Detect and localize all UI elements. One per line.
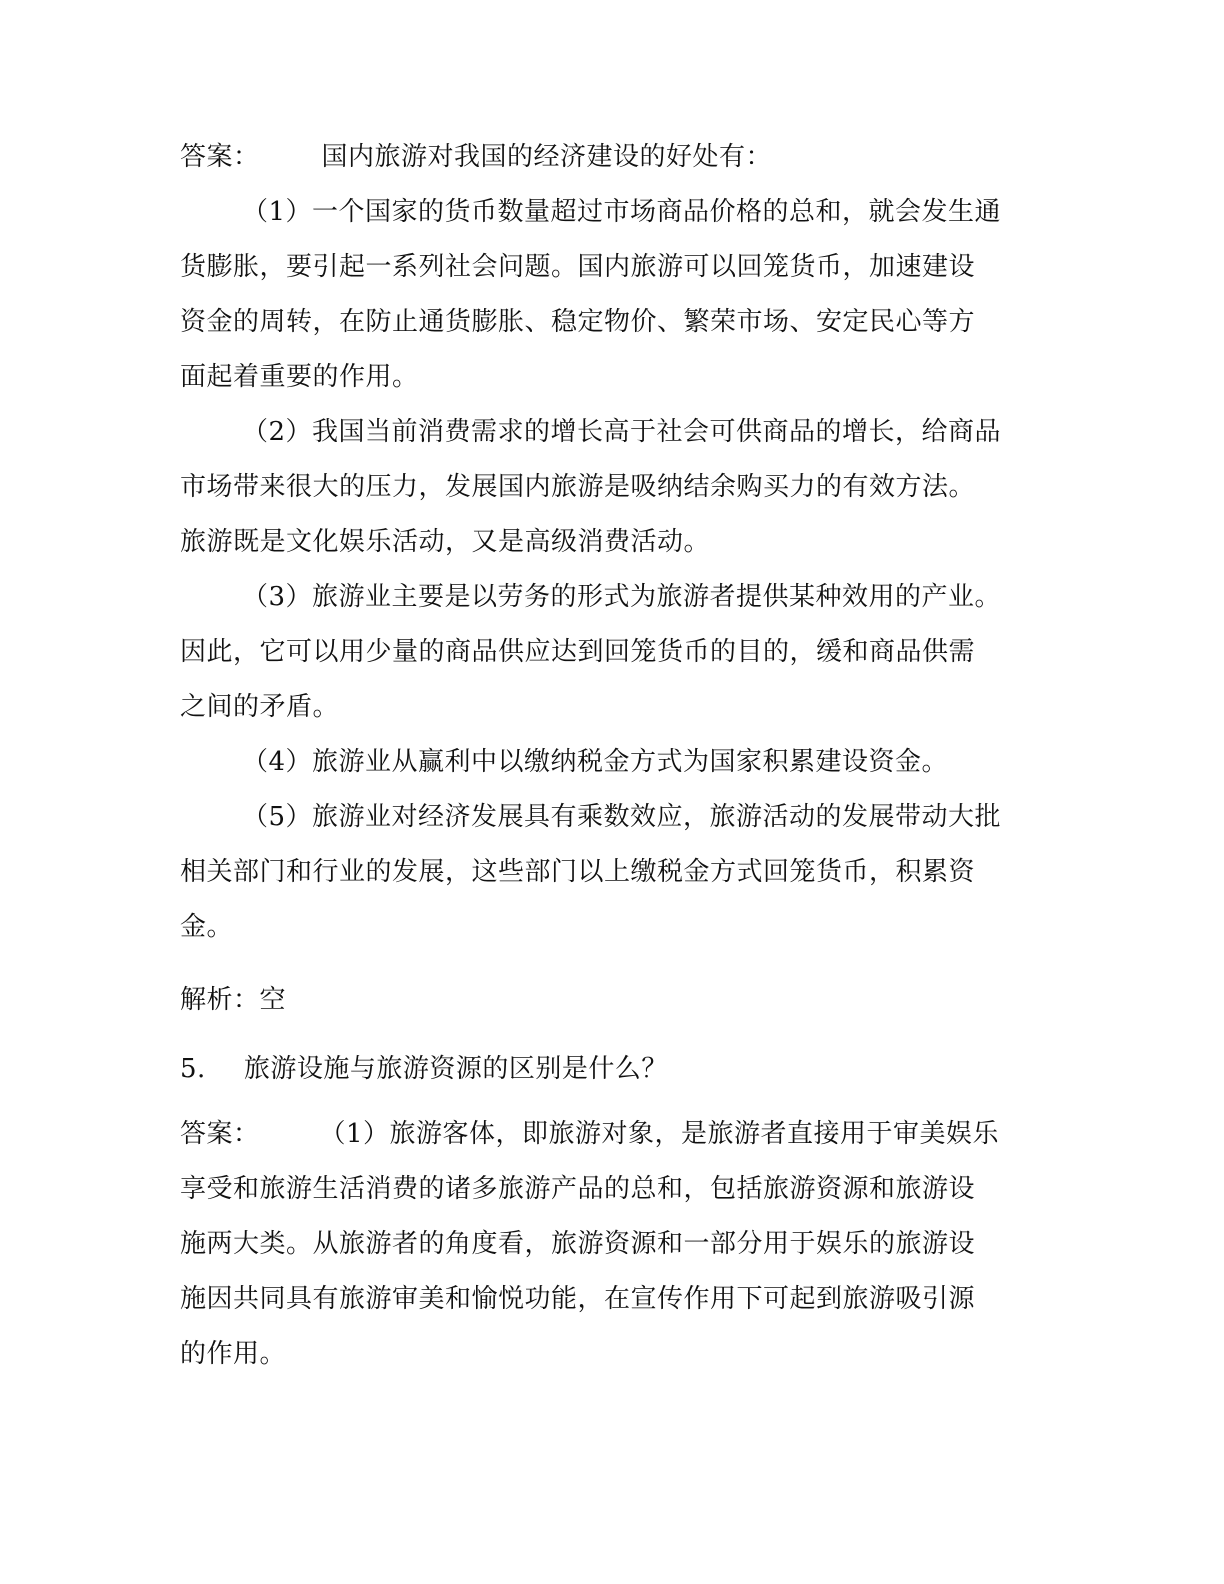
paragraph-line: 的作用。: [180, 1339, 287, 1369]
paragraph-line: 金。: [180, 912, 234, 942]
paragraph-line: 市场带来很大的压力，发展国内旅游是吸纳结余购买力的有效方法。: [180, 472, 976, 502]
paragraph-line: 面起着重要的作用。: [180, 362, 419, 392]
paragraph-line: 货膨胀，要引起一系列社会问题。国内旅游可以回笼货币，加速建设: [180, 252, 976, 282]
paragraph-line: 享受和旅游生活消费的诸多旅游产品的总和，包括旅游资源和旅游设: [180, 1174, 976, 1204]
paragraph-line: （2）我国当前消费需求的增长高于社会可供商品的增长，给商品: [242, 417, 1002, 447]
paragraph-line: 施两大类。从旅游者的角度看，旅游资源和一部分用于娱乐的旅游设: [180, 1229, 976, 1259]
paragraph-line: 施因共同具有旅游审美和愉悦功能，在宣传作用下可起到旅游吸引源: [180, 1284, 976, 1314]
paragraph-line: 旅游既是文化娱乐活动，又是高级消费活动。: [180, 527, 711, 557]
analysis-text: 空: [259, 985, 287, 1015]
paragraph-line: （4）旅游业从赢利中以缴纳税金方式为国家积累建设资金。: [242, 747, 949, 777]
paragraph-line: （1）一个国家的货币数量超过市场商品价格的总和，就会发生通: [242, 197, 1002, 227]
answer-heading: [180, 1114, 1040, 1154]
analysis-line: [180, 980, 1040, 1020]
answer-heading: [180, 137, 1040, 177]
answer-label: 答案：: [180, 142, 260, 172]
paragraph-line: 之间的矛盾。: [180, 692, 340, 722]
paragraph-line: 资金的周转，在防止通货膨胀、稳定物价、繁荣市场、安定民心等方: [180, 307, 976, 337]
paragraph-line: （3）旅游业主要是以劳务的形式为旅游者提供某种效用的产业。: [242, 582, 1002, 612]
question-number: 5.: [180, 1054, 206, 1084]
question-line: [180, 1049, 1040, 1089]
paragraph-line: 相关部门和行业的发展，这些部门以上缴税金方式回笼货币，积累资: [180, 857, 976, 887]
answer-intro-text: 国内旅游对我国的经济建设的好处有：: [321, 142, 773, 172]
paragraph-line: （5）旅游业对经济发展具有乘数效应，旅游活动的发展带动大批: [242, 802, 1002, 832]
answer-label: 答案：: [180, 1119, 260, 1149]
paragraph-line: （1）旅游客体，即旅游对象，是旅游者直接用于审美娱乐: [319, 1119, 1000, 1149]
paragraph-line: 因此，它可以用少量的商品供应达到回笼货币的目的，缓和商品供需: [180, 637, 976, 667]
question-text: 旅游设施与旅游资源的区别是什么？: [243, 1054, 668, 1084]
analysis-label: 解析：: [180, 985, 260, 1015]
